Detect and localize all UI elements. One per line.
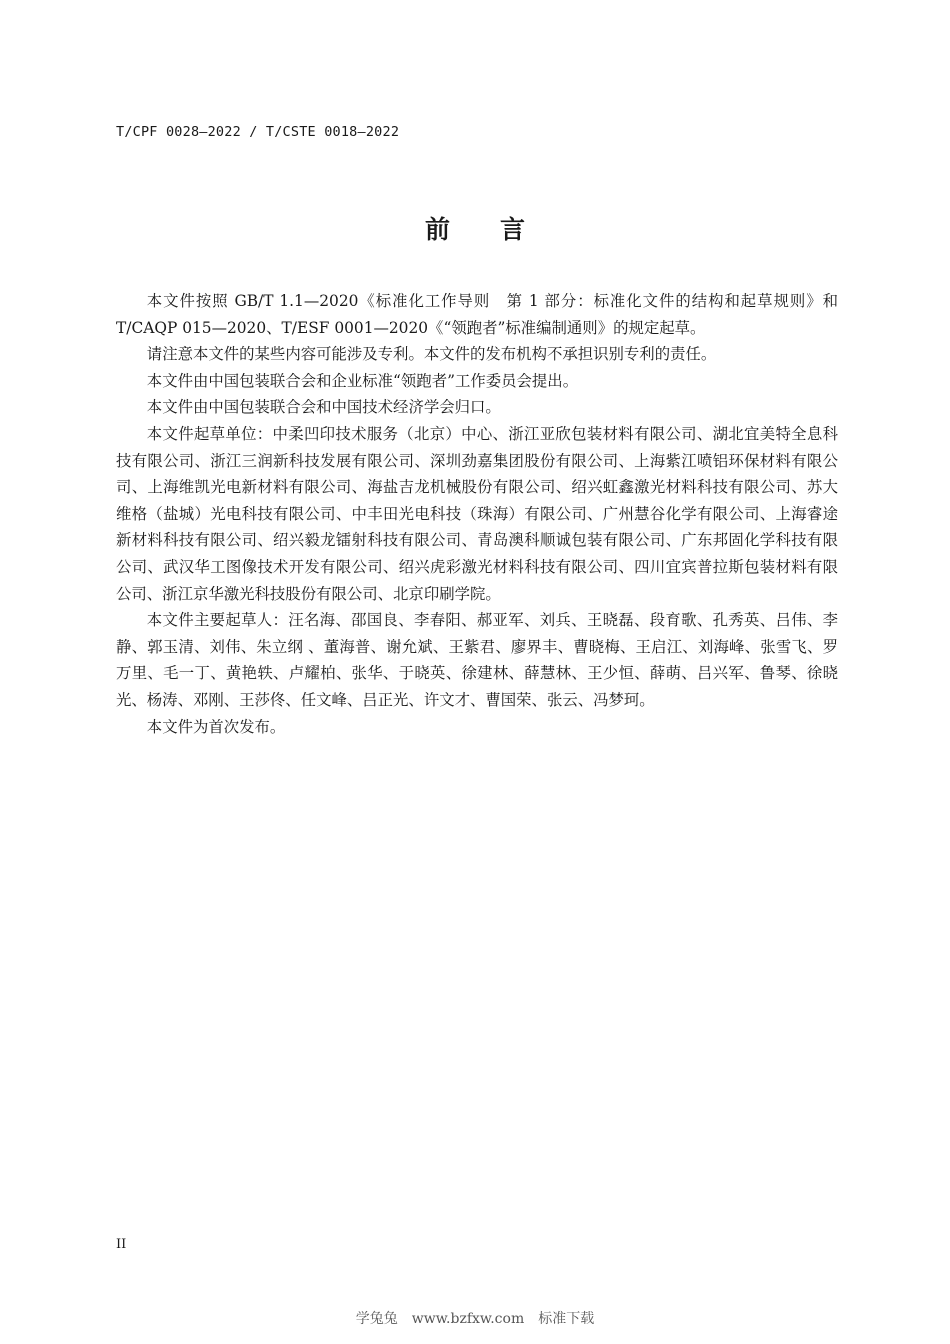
paragraph-proposed-by: 本文件由中国包装联合会和企业标准“领跑者”工作委员会提出。 <box>146 371 579 390</box>
paragraph-patent-notice: 请注意本文件的某些内容可能涉及专利。本文件的发布机构不承担识别专利的责任。 <box>146 345 717 364</box>
paragraph-drafting-units: 本文件起草单位：中柔凹印技术服务（北京）中心、浙江亚欣包装材料有限公司、湖北宜美特全息科技有限公司、浙江三润新科技发展有限公司、深圳劲嘉集团股份有限公司、上海紫江喷铝环保材料有限公司、上海维凯光电新材料有限公司、海盐吉龙机械股份有限公司、绍兴虹鑫激光材料科技有限公司、苏大维格（盐城）光电科技有限公司、中丰田光电科技（珠海）有限公司、广州慧谷化学有限公司、上海睿途新材料科技有限公司、绍兴毅龙镭射科技有限公司、青岛澳科顺诚包装有限公司、广东邦固化学科技有限公司、武汉华工图像技术开发有限公司、绍兴虎彩激光材料科技有限公司、四川宜宾普拉斯包装材料有限公司、浙江京华激光科技股份有限公司、北京印刷学院。 <box>116 424 838 603</box>
page-title: 前言 <box>424 215 575 244</box>
foreword-body <box>116 288 838 740</box>
paragraph-first-release: 本文件为首次发布。 <box>146 717 286 736</box>
paragraph-main-drafters: 本文件主要起草人：汪名海、邵国良、李春阳、郝亚军、刘兵、王晓磊、段育歌、孔秀英、吕伟、李静、郭玉清、刘伟、朱立纲 、董海普、谢允斌、王紫君、廖界丰、曹晓梅、王启江、刘海峰、张雪飞、罗万里、毛一丁、黄艳轶、卢耀柏、张华、于晓英、徐建林、薛慧林、王少恒、薛萌、吕兴军、鲁琴、徐晓光、杨涛、邓刚、王莎佟、任文峰、吕正光、许文才、曹国荣、张云、冯梦珂。 <box>116 611 838 709</box>
paragraph-centralized-by: 本文件由中国包装联合会和中国技术经济学会归口。 <box>146 398 501 417</box>
page-number: II <box>116 1237 127 1252</box>
standard-code-header: T/CPF 0028—2022 / T/CSTE 0018—2022 <box>116 124 400 140</box>
paragraph-drafting-rules: 本文件按照 GB/T 1.1—2020《标准化工作导则 第 1 部分：标准化文件的结构和起草规则》和 T/CAQP 015—2020、T/ESF 0001—2020《“领跑者”标准编制通则》的规定起草。 <box>116 292 838 337</box>
footer-watermark: 学兔兔 www.bzfxw.com 标准下载 <box>355 1311 595 1327</box>
